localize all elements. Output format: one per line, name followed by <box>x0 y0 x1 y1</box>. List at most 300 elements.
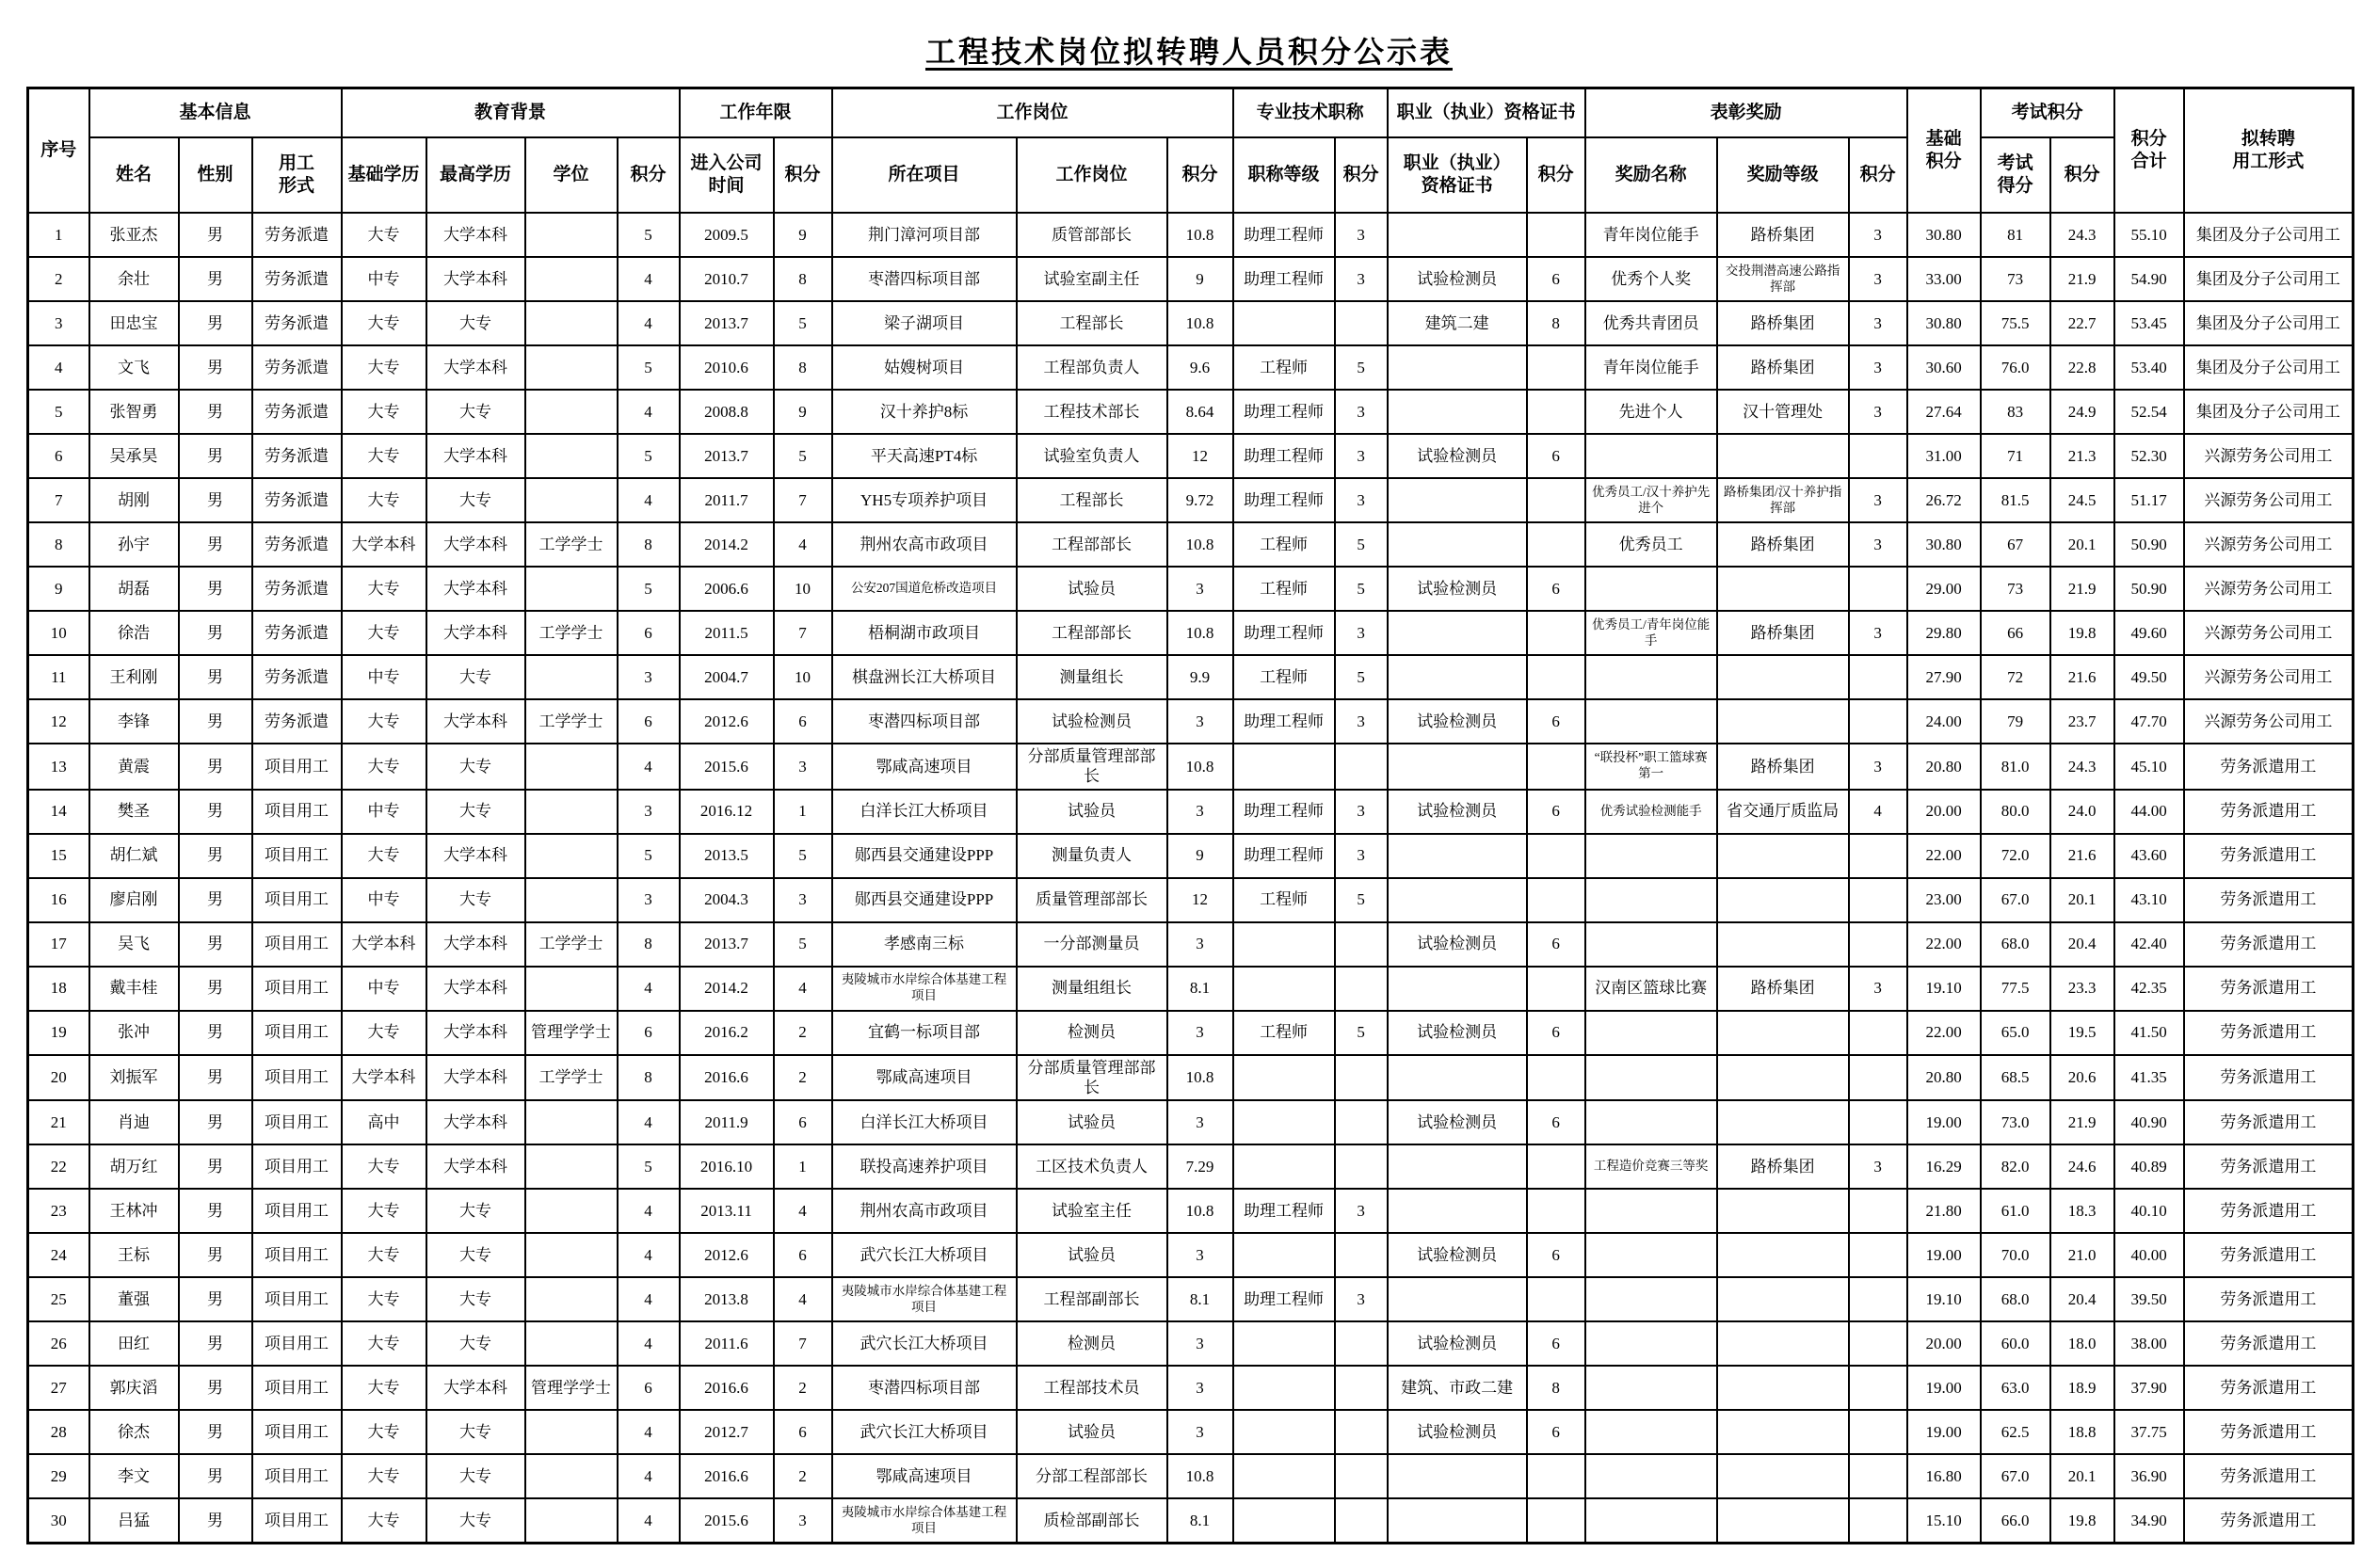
cell-degree <box>525 434 618 478</box>
cell-base-points: 19.00 <box>1907 1410 1981 1454</box>
cell-basic-education: 中专 <box>342 967 426 1011</box>
cell-highest-education: 大专 <box>426 390 525 434</box>
cell-project: 夷陵城市水岸综合体基建工程项目 <box>832 1498 1017 1544</box>
cell-join-date: 2015.6 <box>680 1498 774 1544</box>
cell-award-level <box>1717 567 1849 611</box>
cell-join-date: 2016.2 <box>680 1011 774 1055</box>
cell-degree <box>525 790 618 834</box>
cell-certificate-points <box>1527 611 1585 655</box>
cell-exam-points: 18.9 <box>2050 1366 2114 1410</box>
cell-index: 21 <box>28 1100 89 1144</box>
cell-gender: 男 <box>179 790 252 834</box>
cell-seniority-points: 6 <box>774 699 832 744</box>
cell-join-date: 2014.2 <box>680 967 774 1011</box>
cell-employment-type: 项目用工 <box>252 1498 342 1544</box>
cell-name: 张冲 <box>89 1011 179 1055</box>
cell-name: 黄震 <box>89 744 179 790</box>
cell-project: 郧西县交通建设PPP <box>832 878 1017 922</box>
cell-gender: 男 <box>179 1366 252 1410</box>
cell-basic-education: 大专 <box>342 1321 426 1366</box>
cell-employment-type: 项目用工 <box>252 1144 342 1189</box>
cell-certificate <box>1388 478 1527 522</box>
cell-index: 16 <box>28 878 89 922</box>
cell-base-points: 20.80 <box>1907 744 1981 790</box>
cell-position: 分部质量管理部部长 <box>1017 1055 1167 1101</box>
cell-certificate-points: 8 <box>1527 301 1585 345</box>
cell-total-points: 53.45 <box>2114 301 2184 345</box>
cell-join-date: 2016.12 <box>680 790 774 834</box>
cell-award-level <box>1717 1410 1849 1454</box>
cell-position: 质管部部长 <box>1017 213 1167 257</box>
cell-project: 鄂咸高速项目 <box>832 1055 1017 1101</box>
table-row <box>28 1366 2354 1410</box>
table-row <box>28 699 2354 744</box>
cell-name: 张智勇 <box>89 390 179 434</box>
cell-certificate: 试验检测员 <box>1388 257 1527 301</box>
cell-title-level <box>1233 922 1335 967</box>
cell-exam-score: 67.0 <box>1981 878 2050 922</box>
cell-certificate-points: 6 <box>1527 434 1585 478</box>
cell-position: 一分部测量员 <box>1017 922 1167 967</box>
cell-position-points: 12 <box>1167 878 1233 922</box>
cell-position: 工程部副部长 <box>1017 1277 1167 1321</box>
cell-index: 5 <box>28 390 89 434</box>
cell-index: 29 <box>28 1454 89 1498</box>
cell-certificate: 试验检测员 <box>1388 1233 1527 1277</box>
col-proposed-employment: 拟转聘 用工形式 <box>2184 88 2354 214</box>
cell-basic-education: 大专 <box>342 478 426 522</box>
cell-basic-education: 大专 <box>342 834 426 878</box>
cell-gender: 男 <box>179 1011 252 1055</box>
cell-employment-type: 劳务派遣 <box>252 611 342 655</box>
cell-base-points: 27.90 <box>1907 655 1981 699</box>
cell-name: 胡磊 <box>89 567 179 611</box>
cell-join-date: 2011.7 <box>680 478 774 522</box>
cell-name: 刘振军 <box>89 1055 179 1101</box>
cell-basic-education: 大专 <box>342 611 426 655</box>
cell-project: 棋盘洲长江大桥项目 <box>832 655 1017 699</box>
cell-project: 鄂咸高速项目 <box>832 744 1017 790</box>
cell-proposed-employment: 集团及分子公司用工 <box>2184 390 2354 434</box>
cell-award-points <box>1849 567 1907 611</box>
cell-seniority-points: 4 <box>774 1189 832 1233</box>
cell-seniority-points: 9 <box>774 390 832 434</box>
cell-seniority-points: 6 <box>774 1233 832 1277</box>
table-row <box>28 478 2354 522</box>
cell-employment-type: 劳务派遣 <box>252 213 342 257</box>
cell-position: 质检部副部长 <box>1017 1498 1167 1544</box>
cell-position-points: 8.1 <box>1167 967 1233 1011</box>
cell-award-name <box>1585 878 1717 922</box>
cell-project: 孝感南三标 <box>832 922 1017 967</box>
cell-education-points: 5 <box>618 345 680 390</box>
cell-title-level <box>1233 1410 1335 1454</box>
cell-exam-score: 68.5 <box>1981 1055 2050 1101</box>
cell-certificate: 建筑二建 <box>1388 301 1527 345</box>
cell-title-level: 工程师 <box>1233 1011 1335 1055</box>
cell-join-date: 2008.8 <box>680 390 774 434</box>
cell-education-points: 4 <box>618 1454 680 1498</box>
cell-position: 试验室主任 <box>1017 1189 1167 1233</box>
cell-certificate: 试验检测员 <box>1388 1100 1527 1144</box>
cell-certificate <box>1388 213 1527 257</box>
cell-index: 13 <box>28 744 89 790</box>
cell-gender: 男 <box>179 345 252 390</box>
col-highest-education: 最高学历 <box>426 137 525 213</box>
cell-position: 试验员 <box>1017 790 1167 834</box>
cell-exam-score: 68.0 <box>1981 922 2050 967</box>
cell-project: 白洋长江大桥项目 <box>832 790 1017 834</box>
cell-title-points: 3 <box>1335 1277 1388 1321</box>
cell-highest-education: 大专 <box>426 790 525 834</box>
cell-award-name <box>1585 1277 1717 1321</box>
cell-proposed-employment: 劳务派遣用工 <box>2184 1233 2354 1277</box>
cell-award-points <box>1849 1055 1907 1101</box>
cell-name: 田忠宝 <box>89 301 179 345</box>
cell-join-date: 2004.7 <box>680 655 774 699</box>
cell-highest-education: 大专 <box>426 1233 525 1277</box>
cell-award-level <box>1717 1321 1849 1366</box>
cell-education-points: 6 <box>618 611 680 655</box>
cell-project: 平天高速PT4标 <box>832 434 1017 478</box>
cell-seniority-points: 4 <box>774 1277 832 1321</box>
cell-degree <box>525 301 618 345</box>
cell-project: 公安207国道危桥改造项目 <box>832 567 1017 611</box>
cell-base-points: 30.80 <box>1907 213 1981 257</box>
cell-award-level <box>1717 1189 1849 1233</box>
cell-award-level <box>1717 922 1849 967</box>
cell-exam-points: 22.8 <box>2050 345 2114 390</box>
col-certificate: 职业（执业） 资格证书 <box>1388 137 1527 213</box>
cell-index: 4 <box>28 345 89 390</box>
cell-certificate: 试验检测员 <box>1388 434 1527 478</box>
cell-certificate-points <box>1527 1277 1585 1321</box>
cell-name: 徐杰 <box>89 1410 179 1454</box>
cell-education-points: 6 <box>618 699 680 744</box>
cell-award-level <box>1717 878 1849 922</box>
cell-base-points: 29.00 <box>1907 567 1981 611</box>
cell-gender: 男 <box>179 213 252 257</box>
cell-project: 郧西县交通建设PPP <box>832 834 1017 878</box>
cell-title-points: 3 <box>1335 790 1388 834</box>
cell-title-level: 工程师 <box>1233 567 1335 611</box>
cell-name: 李锋 <box>89 699 179 744</box>
cell-employment-type: 项目用工 <box>252 834 342 878</box>
cell-position-points: 10.8 <box>1167 611 1233 655</box>
cell-gender: 男 <box>179 522 252 567</box>
cell-education-points: 5 <box>618 834 680 878</box>
cell-education-points: 4 <box>618 1321 680 1366</box>
cell-employment-type: 劳务派遣 <box>252 478 342 522</box>
cell-name: 徐浩 <box>89 611 179 655</box>
col-degree: 学位 <box>525 137 618 213</box>
cell-exam-score: 60.0 <box>1981 1321 2050 1366</box>
cell-total-points: 44.00 <box>2114 790 2184 834</box>
cell-base-points: 23.00 <box>1907 878 1981 922</box>
cell-total-points: 43.60 <box>2114 834 2184 878</box>
cell-join-date: 2010.7 <box>680 257 774 301</box>
cell-name: 胡万红 <box>89 1144 179 1189</box>
cell-position-points: 10.8 <box>1167 1055 1233 1101</box>
cell-employment-type: 项目用工 <box>252 1454 342 1498</box>
cell-index: 9 <box>28 567 89 611</box>
cell-position: 检测员 <box>1017 1321 1167 1366</box>
cell-certificate-points <box>1527 1144 1585 1189</box>
cell-seniority-points: 9 <box>774 213 832 257</box>
cell-education-points: 4 <box>618 1233 680 1277</box>
cell-gender: 男 <box>179 1100 252 1144</box>
cell-proposed-employment: 兴源劳务公司用工 <box>2184 522 2354 567</box>
cell-award-name: 汉南区篮球比赛 <box>1585 967 1717 1011</box>
cell-position-points: 3 <box>1167 1410 1233 1454</box>
cell-title-level: 助理工程师 <box>1233 1189 1335 1233</box>
table-row <box>28 434 2354 478</box>
cell-join-date: 2011.9 <box>680 1100 774 1144</box>
col-award-points: 积分 <box>1849 137 1907 213</box>
cell-degree: 工学学士 <box>525 922 618 967</box>
cell-certificate: 试验检测员 <box>1388 1321 1527 1366</box>
cell-index: 3 <box>28 301 89 345</box>
cell-position-points: 8.1 <box>1167 1498 1233 1544</box>
cell-index: 10 <box>28 611 89 655</box>
cell-degree <box>525 1321 618 1366</box>
cell-proposed-employment: 劳务派遣用工 <box>2184 790 2354 834</box>
cell-exam-points: 21.6 <box>2050 655 2114 699</box>
col-exam-score: 考试 得分 <box>1981 137 2050 213</box>
cell-employment-type: 劳务派遣 <box>252 567 342 611</box>
cell-exam-score: 72 <box>1981 655 2050 699</box>
cell-title-level: 助理工程师 <box>1233 478 1335 522</box>
table-row <box>28 213 2354 257</box>
cell-join-date: 2013.7 <box>680 922 774 967</box>
cell-title-points: 5 <box>1335 345 1388 390</box>
cell-exam-points: 21.9 <box>2050 257 2114 301</box>
group-professional-title: 专业技术职称 <box>1233 88 1388 138</box>
cell-title-points: 3 <box>1335 390 1388 434</box>
cell-award-points: 3 <box>1849 345 1907 390</box>
cell-exam-score: 77.5 <box>1981 967 2050 1011</box>
col-base-points: 基础 积分 <box>1907 88 1981 214</box>
cell-seniority-points: 10 <box>774 655 832 699</box>
cell-award-points: 3 <box>1849 522 1907 567</box>
cell-title-level <box>1233 1454 1335 1498</box>
cell-seniority-points: 4 <box>774 522 832 567</box>
cell-award-name <box>1585 434 1717 478</box>
table-row <box>28 1321 2354 1366</box>
cell-exam-score: 66.0 <box>1981 1498 2050 1544</box>
cell-position-points: 3 <box>1167 1100 1233 1144</box>
cell-employment-type: 项目用工 <box>252 1189 342 1233</box>
cell-join-date: 2013.11 <box>680 1189 774 1233</box>
cell-seniority-points: 7 <box>774 1321 832 1366</box>
cell-award-level <box>1717 1454 1849 1498</box>
cell-education-points: 6 <box>618 1011 680 1055</box>
cell-total-points: 40.90 <box>2114 1100 2184 1144</box>
cell-award-name <box>1585 1233 1717 1277</box>
cell-project: 武穴长江大桥项目 <box>832 1233 1017 1277</box>
cell-position-points: 10.8 <box>1167 213 1233 257</box>
cell-exam-points: 19.8 <box>2050 611 2114 655</box>
cell-degree <box>525 1277 618 1321</box>
cell-index: 23 <box>28 1189 89 1233</box>
cell-position-points: 10.8 <box>1167 1454 1233 1498</box>
cell-seniority-points: 1 <box>774 790 832 834</box>
cell-exam-points: 20.4 <box>2050 1277 2114 1321</box>
cell-position-points: 3 <box>1167 790 1233 834</box>
cell-education-points: 4 <box>618 301 680 345</box>
cell-project: 枣潜四标项目部 <box>832 1366 1017 1410</box>
cell-award-name <box>1585 1321 1717 1366</box>
cell-award-level: 路桥集团 <box>1717 611 1849 655</box>
cell-gender: 男 <box>179 1454 252 1498</box>
cell-highest-education: 大专 <box>426 1410 525 1454</box>
table-row <box>28 655 2354 699</box>
cell-employment-type: 项目用工 <box>252 1410 342 1454</box>
cell-title-points <box>1335 1366 1388 1410</box>
cell-gender: 男 <box>179 744 252 790</box>
table-row <box>28 834 2354 878</box>
cell-education-points: 4 <box>618 257 680 301</box>
cell-project: 枣潜四标项目部 <box>832 699 1017 744</box>
cell-title-level: 助理工程师 <box>1233 257 1335 301</box>
table-row <box>28 390 2354 434</box>
cell-award-points <box>1849 1366 1907 1410</box>
cell-name: 吴飞 <box>89 922 179 967</box>
cell-title-points <box>1335 1410 1388 1454</box>
cell-proposed-employment: 兴源劳务公司用工 <box>2184 655 2354 699</box>
cell-gender: 男 <box>179 699 252 744</box>
cell-exam-score: 65.0 <box>1981 1011 2050 1055</box>
cell-degree <box>525 1410 618 1454</box>
cell-seniority-points: 2 <box>774 1011 832 1055</box>
cell-index: 11 <box>28 655 89 699</box>
cell-base-points: 31.00 <box>1907 434 1981 478</box>
cell-gender: 男 <box>179 1498 252 1544</box>
cell-proposed-employment: 劳务派遣用工 <box>2184 967 2354 1011</box>
cell-total-points: 41.35 <box>2114 1055 2184 1101</box>
cell-exam-score: 67.0 <box>1981 1454 2050 1498</box>
cell-project: 武穴长江大桥项目 <box>832 1410 1017 1454</box>
cell-title-level <box>1233 1366 1335 1410</box>
cell-title-points: 3 <box>1335 699 1388 744</box>
cell-exam-points: 21.3 <box>2050 434 2114 478</box>
table-row <box>28 1144 2354 1189</box>
cell-award-name: 工程造价竞赛三等奖 <box>1585 1144 1717 1189</box>
cell-total-points: 36.90 <box>2114 1454 2184 1498</box>
cell-name: 孙宇 <box>89 522 179 567</box>
table-row <box>28 611 2354 655</box>
cell-award-name: 先进个人 <box>1585 390 1717 434</box>
cell-education-points: 3 <box>618 655 680 699</box>
cell-position: 工程部长 <box>1017 301 1167 345</box>
cell-gender: 男 <box>179 390 252 434</box>
cell-award-points: 3 <box>1849 257 1907 301</box>
cell-exam-score: 62.5 <box>1981 1410 2050 1454</box>
cell-highest-education: 大学本科 <box>426 345 525 390</box>
cell-total-points: 49.60 <box>2114 611 2184 655</box>
cell-join-date: 2012.7 <box>680 1410 774 1454</box>
cell-certificate-points: 6 <box>1527 1233 1585 1277</box>
col-gender: 性别 <box>179 137 252 213</box>
cell-join-date: 2016.6 <box>680 1055 774 1101</box>
cell-gender: 男 <box>179 611 252 655</box>
cell-education-points: 4 <box>618 1100 680 1144</box>
cell-name: 王林冲 <box>89 1189 179 1233</box>
cell-basic-education: 大专 <box>342 1498 426 1544</box>
cell-title-level: 助理工程师 <box>1233 213 1335 257</box>
cell-proposed-employment: 劳务派遣用工 <box>2184 834 2354 878</box>
cell-position-points: 9.72 <box>1167 478 1233 522</box>
cell-award-name <box>1585 922 1717 967</box>
cell-education-points: 4 <box>618 1410 680 1454</box>
cell-seniority-points: 3 <box>774 1498 832 1544</box>
col-index: 序号 <box>28 88 89 214</box>
cell-name: 郭庆滔 <box>89 1366 179 1410</box>
table-row <box>28 922 2354 967</box>
cell-exam-score: 61.0 <box>1981 1189 2050 1233</box>
cell-award-points: 3 <box>1849 213 1907 257</box>
cell-exam-points: 18.3 <box>2050 1189 2114 1233</box>
cell-position-points: 3 <box>1167 922 1233 967</box>
cell-certificate-points <box>1527 478 1585 522</box>
cell-employment-type: 项目用工 <box>252 967 342 1011</box>
cell-index: 25 <box>28 1277 89 1321</box>
cell-exam-points: 18.0 <box>2050 1321 2114 1366</box>
cell-award-points <box>1849 1410 1907 1454</box>
cell-position: 测量组长 <box>1017 655 1167 699</box>
cell-seniority-points: 10 <box>774 567 832 611</box>
cell-project: 汉十养护8标 <box>832 390 1017 434</box>
cell-employment-type: 项目用工 <box>252 790 342 834</box>
cell-position-points: 10.8 <box>1167 744 1233 790</box>
cell-highest-education: 大学本科 <box>426 567 525 611</box>
cell-project: 鄂咸高速项目 <box>832 1454 1017 1498</box>
cell-exam-score: 68.0 <box>1981 1277 2050 1321</box>
cell-position-points: 9 <box>1167 257 1233 301</box>
cell-base-points: 30.80 <box>1907 301 1981 345</box>
cell-join-date: 2013.5 <box>680 834 774 878</box>
cell-base-points: 27.64 <box>1907 390 1981 434</box>
cell-employment-type: 项目用工 <box>252 1233 342 1277</box>
cell-award-name <box>1585 655 1717 699</box>
cell-join-date: 2013.7 <box>680 434 774 478</box>
cell-exam-score: 71 <box>1981 434 2050 478</box>
cell-title-points: 3 <box>1335 1189 1388 1233</box>
cell-total-points: 40.89 <box>2114 1144 2184 1189</box>
cell-basic-education: 大专 <box>342 301 426 345</box>
cell-certificate <box>1388 834 1527 878</box>
cell-award-points <box>1849 1277 1907 1321</box>
cell-certificate <box>1388 1055 1527 1101</box>
cell-base-points: 19.10 <box>1907 967 1981 1011</box>
cell-seniority-points: 7 <box>774 478 832 522</box>
cell-award-level: 路桥集团 <box>1717 213 1849 257</box>
cell-highest-education: 大学本科 <box>426 1011 525 1055</box>
cell-total-points: 42.35 <box>2114 967 2184 1011</box>
cell-exam-points: 24.3 <box>2050 744 2114 790</box>
cell-index: 26 <box>28 1321 89 1366</box>
cell-highest-education: 大专 <box>426 1189 525 1233</box>
cell-index: 1 <box>28 213 89 257</box>
table-row <box>28 1011 2354 1055</box>
cell-basic-education: 大专 <box>342 1366 426 1410</box>
cell-gender: 男 <box>179 655 252 699</box>
cell-project: 夷陵城市水岸综合体基建工程项目 <box>832 1277 1017 1321</box>
col-certificate-points: 积分 <box>1527 137 1585 213</box>
cell-degree <box>525 345 618 390</box>
cell-proposed-employment: 劳务派遣用工 <box>2184 878 2354 922</box>
cell-proposed-employment: 兴源劳务公司用工 <box>2184 567 2354 611</box>
